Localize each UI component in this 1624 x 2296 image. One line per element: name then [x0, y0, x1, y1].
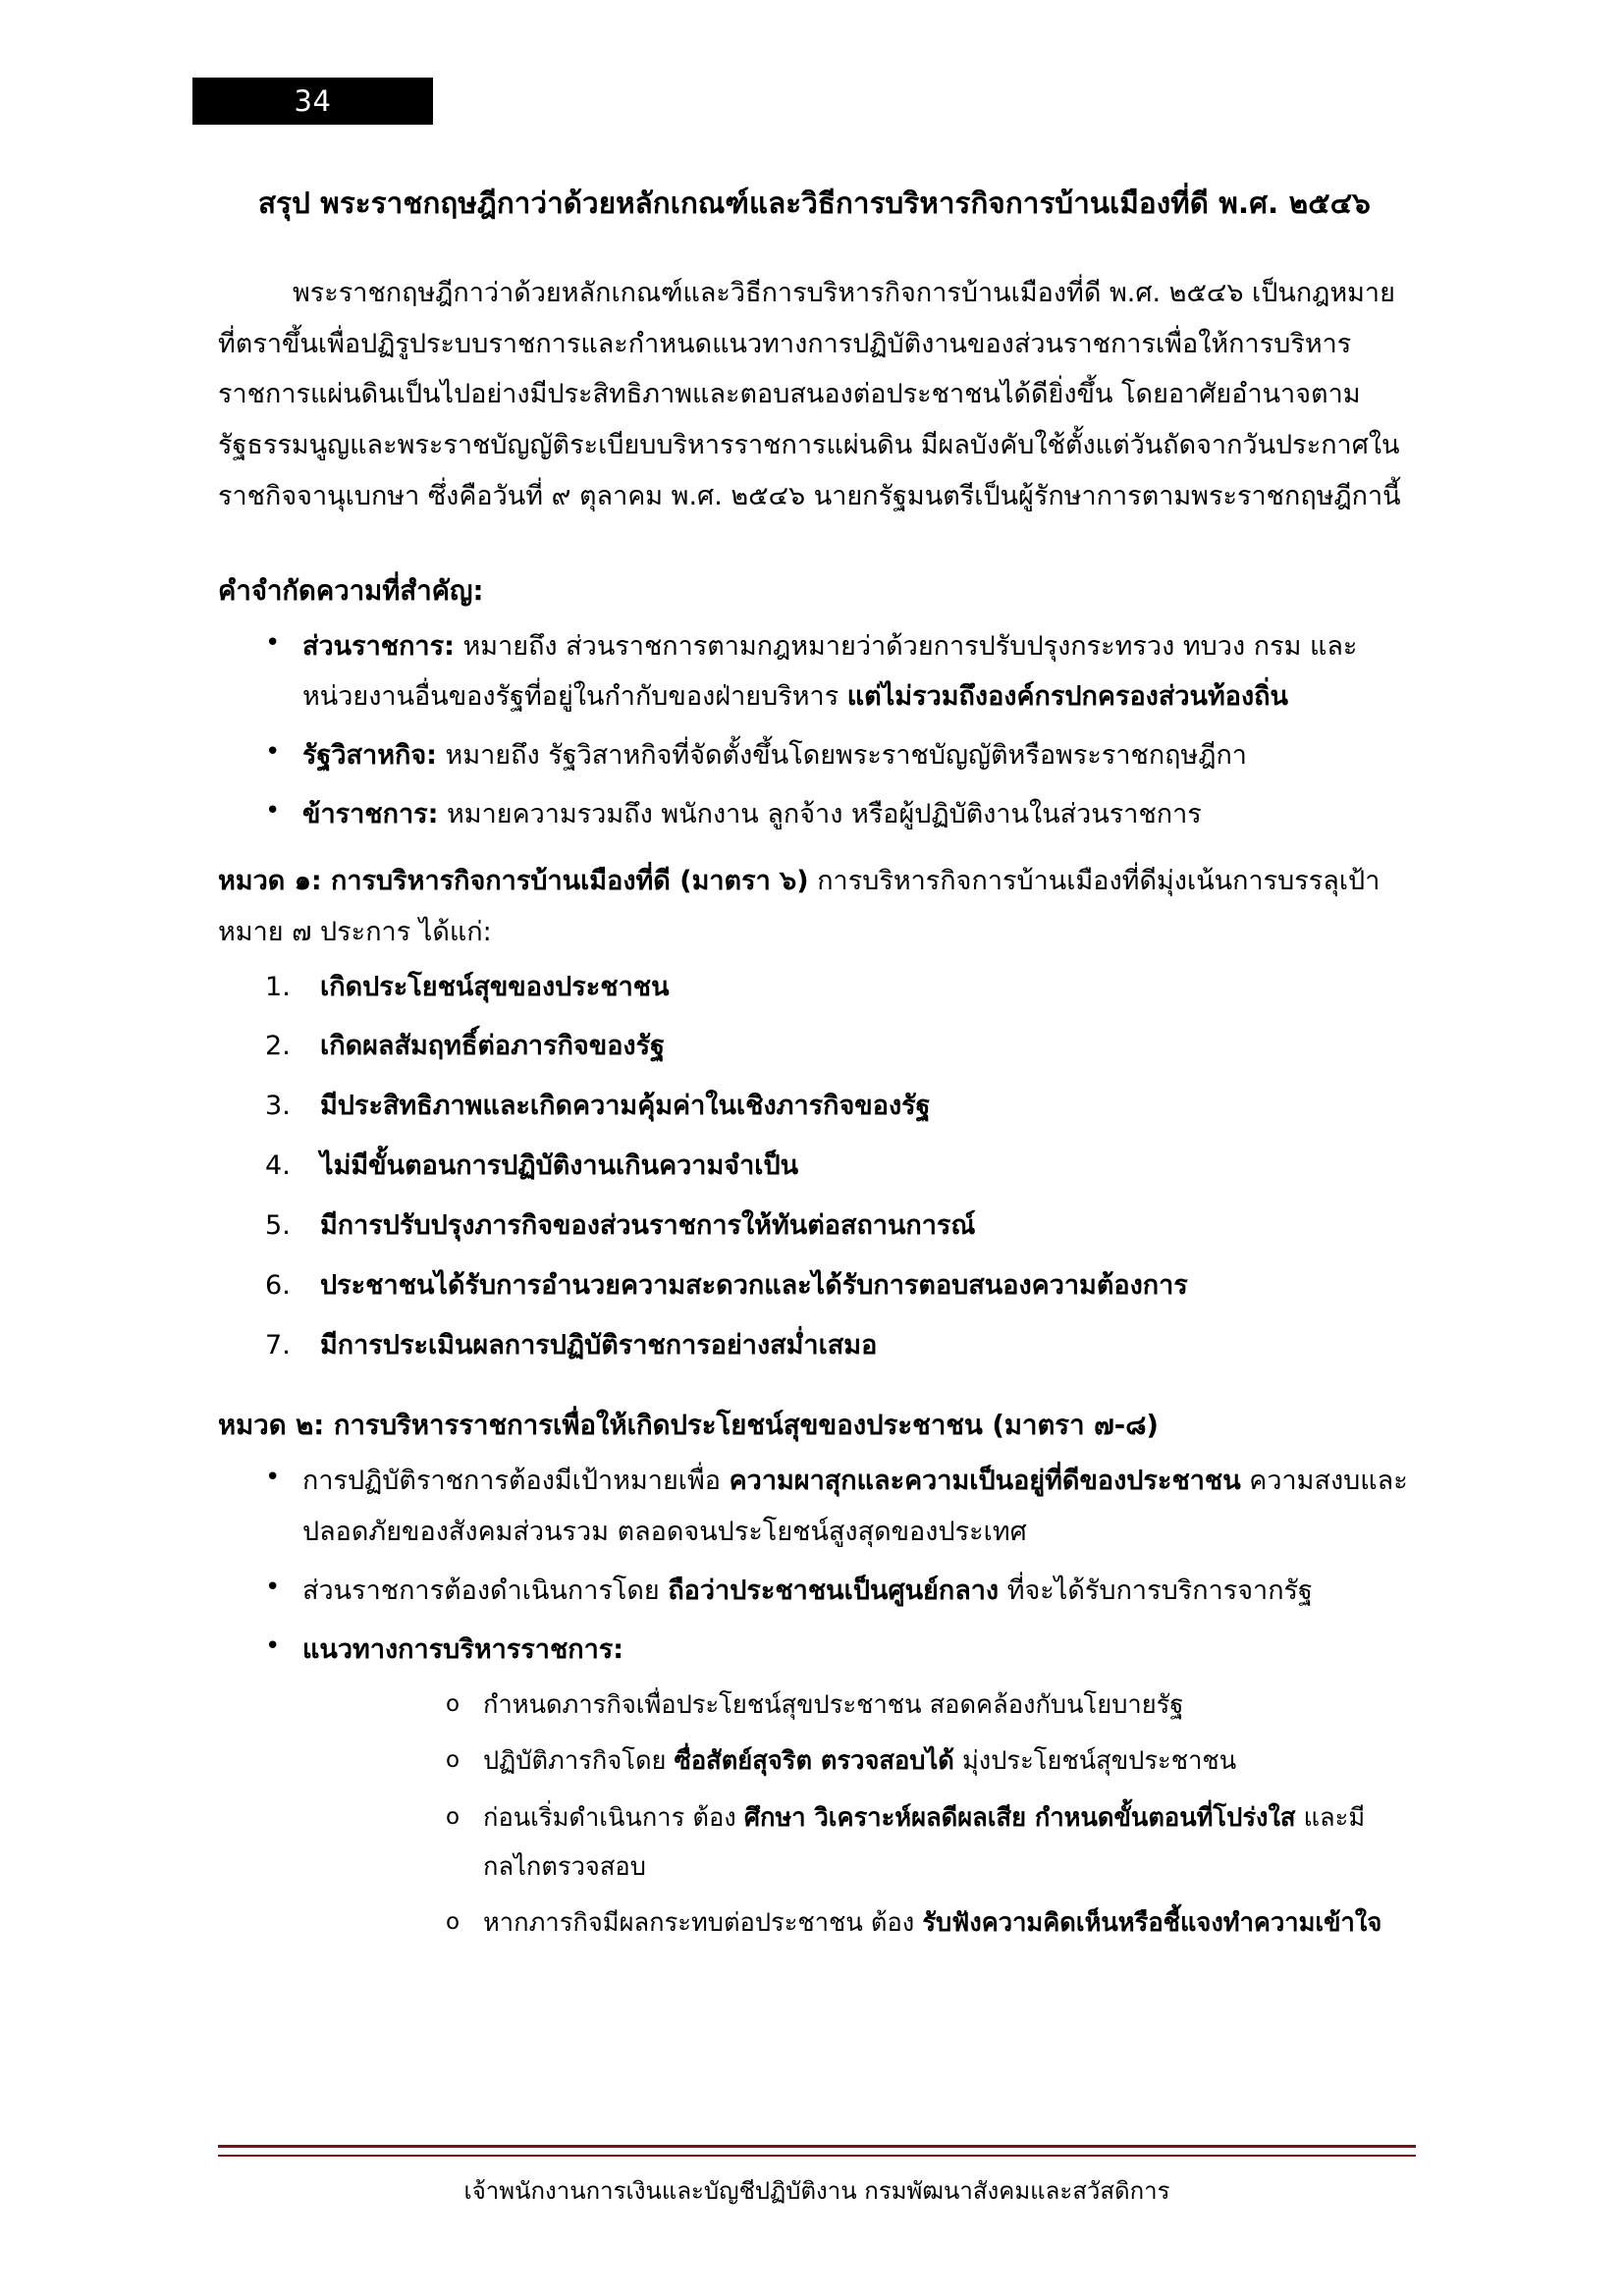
list-item: [218, 621, 1411, 723]
list-item: ประชาชนได้รับการอำนวยความสะดวกและได้รับการตอบสนองความต้องการ: [320, 1269, 1188, 1301]
chapter-one-heading: [218, 856, 1411, 958]
definitions-list: [218, 621, 1411, 840]
bullet-emphasis: ความผาสุกและความเป็นอยู่ที่ดีของประชาชน: [729, 1466, 1241, 1497]
list-item: [302, 1794, 1411, 1892]
definition-text: หมายถึง ส่วนราชการตามกฎหมายว่าด้วยการปรับปรุงกระทรวง ทบวง กรม และหน่วยงานอื่นของรัฐที่อยู่ในกำกับของฝ่ายบริหาร: [302, 630, 1358, 713]
list-item: [302, 1737, 1411, 1787]
list-item: มีประสิทธิภาพและเกิดความคุ้มค่าในเชิงภารกิจของรัฐ: [320, 1091, 931, 1122]
guideline-emphasis: ซื่อสัตย์สุจริต ตรวจสอบได้: [674, 1746, 954, 1777]
page-title: สรุป พระราชกฤษฎีกาว่าด้วยหลักเกณฑ์และวิธีการบริหารกิจการบ้านเมืองที่ดี พ.ศ. ๒๕๔๖: [258, 187, 1371, 220]
guideline-text-tail: มุ่งประโยชน์สุขประชาชน: [953, 1746, 1237, 1777]
bullet-text-tail: ที่จะได้รับการบริการจากรัฐ: [999, 1575, 1313, 1606]
list-item: เกิดผลสัมฤทธิ์ต่อภารกิจของรัฐ: [320, 1031, 666, 1062]
definitions-heading: คำจำกัดความที่สำคัญ:: [218, 574, 484, 607]
bullet-text-tail: ความสงบและปลอดภัยของสังคมส่วนรวม ตลอดจนประโยชน์สูงสุดของประเทศ: [302, 1466, 1408, 1548]
list-item: เกิดประโยชน์สุขของประชาชน: [320, 971, 670, 1002]
guideline-emphasis: รับฟังความคิดเห็นหรือชี้แจงทำความเข้าใจ: [922, 1908, 1382, 1939]
guideline-emphasis: ศึกษา วิเคราะห์ผลดีผลเสีย กำหนดขั้นตอนที่โปร่งใส: [743, 1802, 1296, 1833]
footer-text: เจ้าพนักงานการเงินและบัญชีปฏิบัติงาน กรมพัฒนาสังคมและสวัสดิการ: [463, 2177, 1170, 2205]
list-item: [218, 1566, 1411, 1617]
list-item: [218, 730, 1411, 781]
guideline-text: หากภารกิจมีผลกระทบต่อประชาชน ต้อง: [483, 1908, 923, 1939]
list-item: มีการปรับปรุงภารกิจของส่วนราชการให้ทันต่อสถานการณ์: [320, 1209, 976, 1241]
list-item: ไม่มีขั้นตอนการปฏิบัติงานเกินความจำเป็น: [320, 1150, 799, 1182]
definition-text: หมายความรวมถึง พนักงาน ลูกจ้าง หรือผู้ปฏิบัติงานในส่วนราชการ: [438, 799, 1202, 830]
guidelines-list: [302, 1682, 1411, 1949]
document-content: [218, 182, 1411, 1956]
list-item: มีการประเมินผลการปฏิบัติราชการอย่างสม่ำเสมอ: [320, 1329, 878, 1361]
guideline-text: ปฏิบัติภารกิจโดย: [483, 1746, 675, 1777]
bullet-text: ส่วนราชการต้องดำเนินการโดย: [302, 1575, 669, 1606]
definition-term: ข้าราชการ:: [302, 799, 439, 830]
definition-term: ส่วนราชการ:: [302, 630, 455, 662]
chapter-two-heading: หมวด ๒: การบริหารราชการเพื่อให้เกิดประโยชน์สุขของประชาชน (มาตรา ๗-๘): [218, 1410, 1159, 1442]
list-item: [302, 1682, 1411, 1731]
list-item: [218, 1625, 1411, 1949]
page-number-badge: 34: [192, 78, 433, 125]
intro-paragraph: พระราชกฤษฎีกาว่าด้วยหลักเกณฑ์และวิธีการบริหารกิจการบ้านเมืองที่ดี พ.ศ. ๒๕๔๖ เป็นกฎหมายที่ตราขึ้นเพื่อปฏิรูประบบราชการและกำหนดแนวทางการปฏิบัติงานของส่วนราชการเพื่อให้การบริหารราชการแผ่นดินเป็นไปอย่างมีประสิทธิภาพและตอบสนองต่อประชาชนได้ดียิ่งขึ้น โดยอาศัยอำนาจตามรัฐธรรมนูญและพระราชบัญญัติระเบียบบริหารราชการแผ่นดิน มีผลบังคับใช้ตั้งแต่วันถัดจากวันประกาศในราชกิจจานุเบกษา ซึ่งคือวันที่ ๙ ตุลาคม พ.ศ. ๒๕๔๖ นายกรัฐมนตรีเป็นผู้รักษาการตามพระราชกฤษฎีกานี้: [218, 277, 1401, 512]
chapter-one-title: หมวด ๑: การบริหารกิจการบ้านเมืองที่ดี (มาตรา ๖): [218, 865, 809, 896]
chapter-one-lead: การบริหารกิจการบ้านเมืองที่ดีมุ่งเน้นการบรรลุเป้าหมาย ๗ ประการ ได้แก่:: [218, 865, 1380, 947]
list-item: [302, 1899, 1411, 1949]
definition-emphasis: แต่ไม่รวมถึงองค์กรปกครองส่วนท้องถิ่น: [846, 681, 1288, 713]
chapter-one-goals-list: [218, 962, 1411, 1371]
definition-term: รัฐวิสาหกิจ:: [302, 740, 437, 772]
guideline-text: ก่อนเริ่มดำเนินการ ต้อง: [483, 1802, 744, 1833]
list-item: [218, 789, 1411, 840]
bullet-text: การปฏิบัติราชการต้องมีเป้าหมายเพื่อ: [302, 1466, 730, 1497]
guideline-text-tail: และมีกลไกตรวจสอบ: [483, 1802, 1366, 1882]
definition-text: หมายถึง รัฐวิสาหกิจที่จัดตั้งขึ้นโดยพระราชบัญญัติหรือพระราชกฤษฎีกา: [436, 740, 1247, 772]
list-item: [218, 1456, 1411, 1558]
chapter-two-bullets: [218, 1456, 1411, 1949]
guidelines-label: แนวทางการบริหารราชการ:: [302, 1633, 624, 1665]
footer-divider: [218, 2145, 1416, 2157]
bullet-emphasis: ถือว่าประชาชนเป็นศูนย์กลาง: [668, 1575, 1000, 1606]
guideline-text: กำหนดภารกิจเพื่อประโยชน์สุขประชาชน สอดคล้องกับนโยบายรัฐ: [483, 1689, 1184, 1720]
